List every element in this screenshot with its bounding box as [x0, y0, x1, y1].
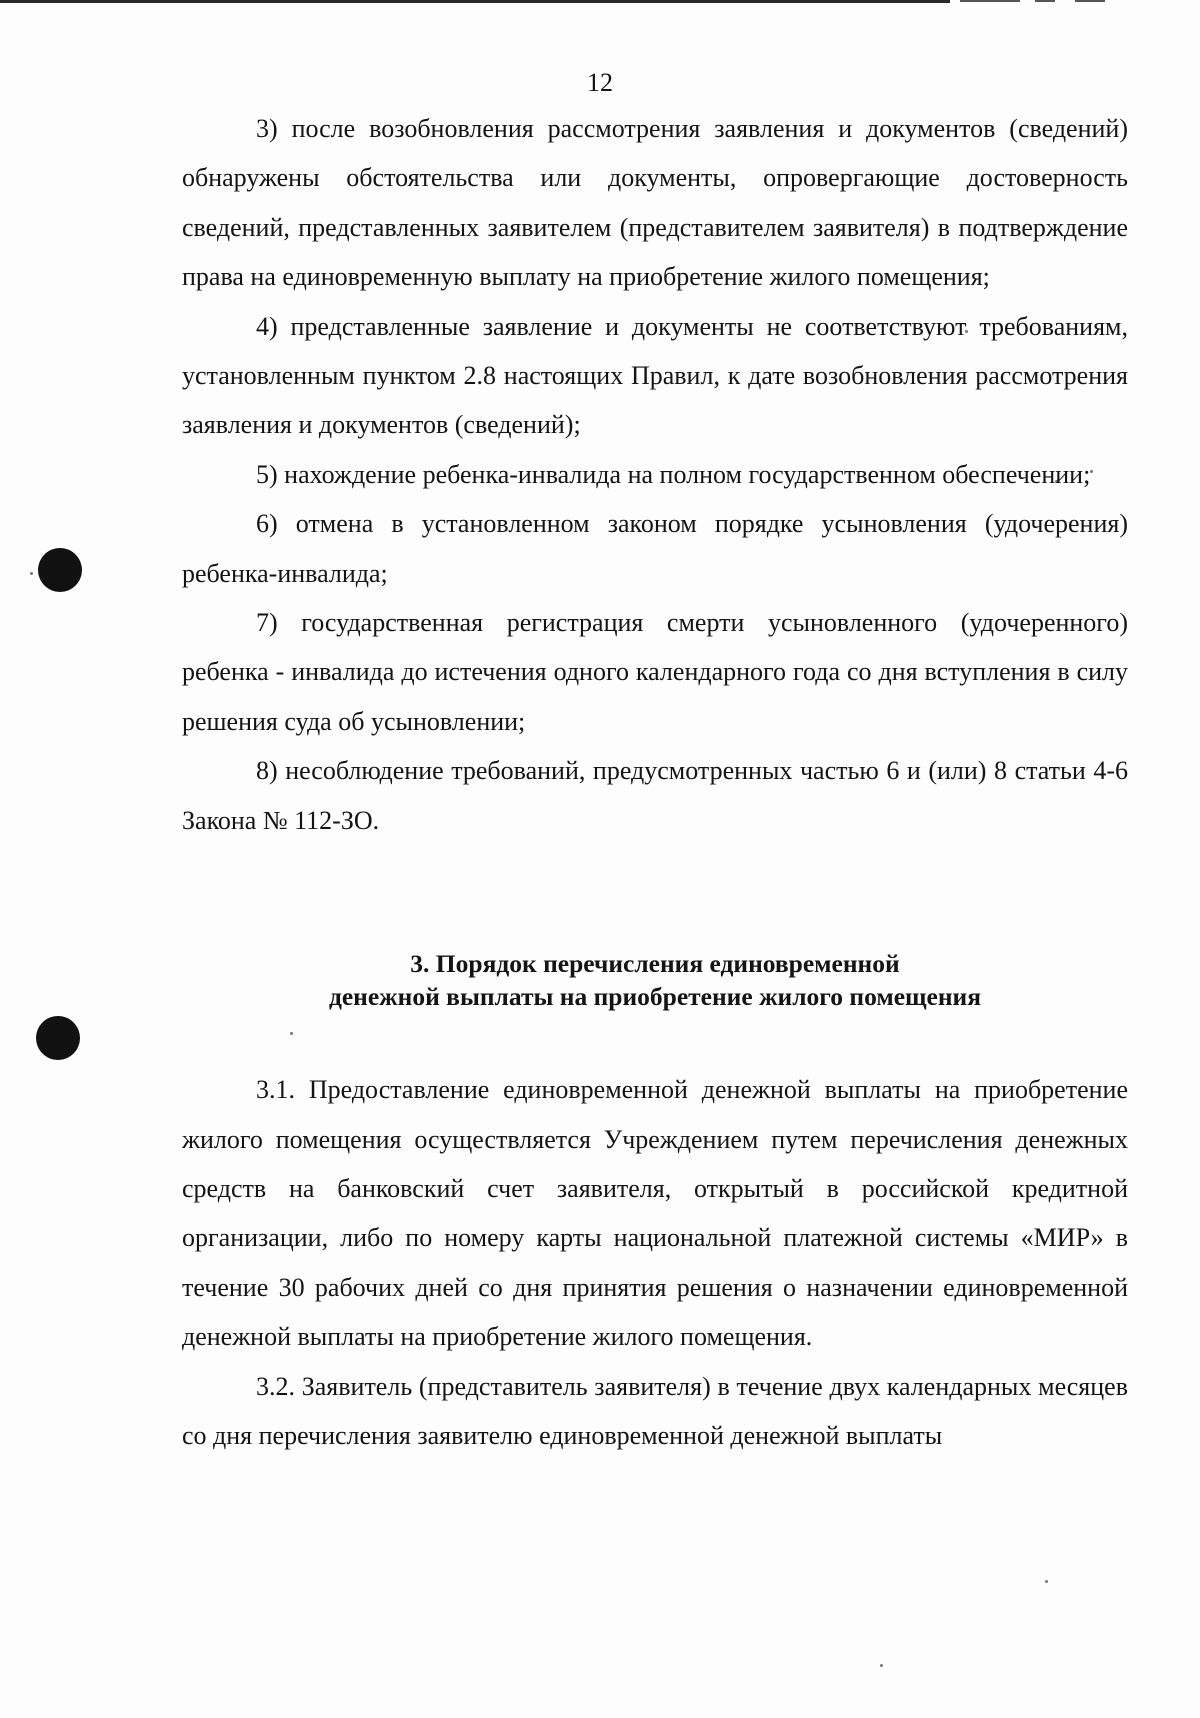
section-heading-line-1: 3. Порядок перечисления единовременной	[410, 949, 900, 979]
page-number: 12	[587, 68, 613, 97]
scan-top-edge-fragment	[1075, 0, 1105, 2]
clause-3-1: 3.1. Предоставление единовременной денежной выплаты на приобретение жилого помещения осуществляется Учреждением путем перечисления денежных средств на банковский счет заявителя, открытый в российской кредитной организации, либо по номеру карты национальной платежной системы «МИР» в течение 30 рабочих дней со дня принятия решения о назначении единовременной денежной выплаты на приобретение жилого помещения.	[182, 1075, 1128, 1352]
scan-speck	[1045, 1580, 1048, 1583]
scan-top-edge-fragment	[1035, 0, 1055, 2]
document-body	[182, 104, 1128, 1460]
scan-speck	[30, 572, 33, 575]
list-item-7: 7) государственная регистрация смерти усыновленного (удочеренного) ребенка - инвалида до истечения одного календарного года со дня вступления в силу решения суда об усыновлении;	[182, 608, 1128, 736]
list-item-3: 3) после возобновления рассмотрения заявления и документов (сведений) обнаружены обстоятельства или документы, опровергающие достоверность сведений, представленных заявителем (представителем заявителя) в подтверждение права на единовременную выплату на приобретение жилого помещения;	[182, 114, 1128, 292]
binder-hole-lower	[36, 1016, 80, 1060]
binder-hole-upper	[38, 548, 82, 592]
scan-top-edge-line	[0, 0, 950, 3]
section-spacer	[182, 1013, 1128, 1065]
clause-3-2: 3.2. Заявитель (представитель заявителя) в течение двух календарных месяцев со дня перечисления заявителю единовременной денежной выплаты	[182, 1371, 1128, 1450]
section-heading	[182, 947, 1128, 1013]
list-item-5: 5) нахождение ребенка-инвалида на полном государственном обеспечении;	[256, 459, 1091, 489]
list-item-8: 8) несоблюдение требований, предусмотренных частью 6 и (или) 8 статьи 4-6 Закона № 112-ЗО.	[182, 756, 1128, 835]
list-item-6: 6) отмена в установленном законом порядке усыновления (удочерения) ребенка-инвалида;	[182, 509, 1128, 588]
scan-top-edge-fragment	[960, 0, 1020, 2]
scan-speck	[880, 1664, 883, 1667]
section-heading-line-2: денежной выплаты на приобретение жилого помещения	[328, 982, 982, 1012]
section-spacer	[182, 845, 1128, 947]
list-item-4: 4) представленные заявление и документы не соответствуют требованиям, установленным пунктом 2.8 настоящих Правил, к дате возобновления рассмотрения заявления и документов (сведений);	[182, 311, 1128, 440]
